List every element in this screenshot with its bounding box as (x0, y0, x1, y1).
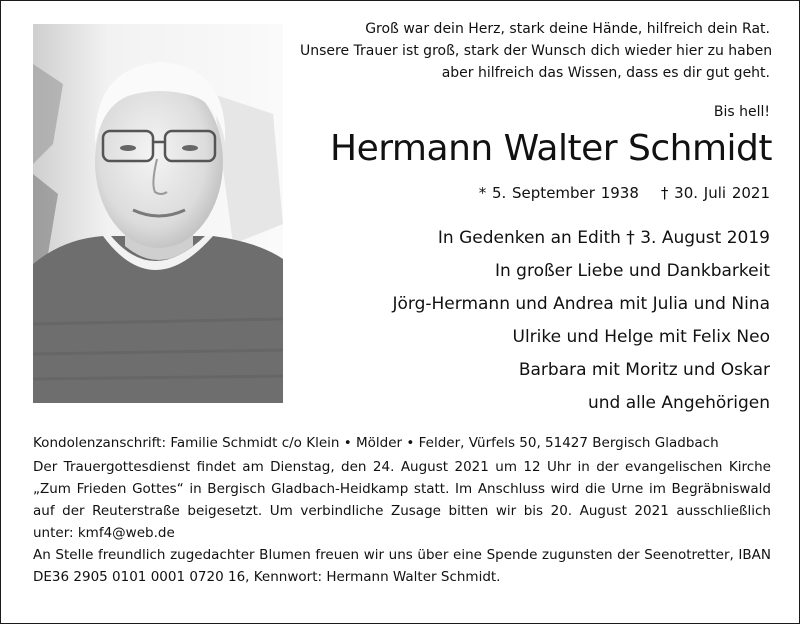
donation-text: An Stelle freundlich zugedachter Blumen freuen wir uns über eine Spende zugunsten der Seenotretter, IBAN DE36 2905 0101 0001 0720 16, Kennwort: Hermann Walter Schmidt. (33, 547, 771, 585)
service-text: Der Trauergottesdienst findet am Dienstag, den 24. August 2021 um 12 Uhr in der evangelischen Kirche „Zum Frieden Gottes“ in Bergisch Gladbach-Heidkamp statt. Im Anschluss wird die Urne im Begräbniswald auf der Reuterstraße beigesetzt. Um verbindliche Zusage bitten wir bis 20. August 2021 ausschließlich unter: kmf4@web.de (33, 459, 771, 541)
mourner-line: In großer Liebe und Dankbarkeit (494, 261, 770, 281)
notice-details (33, 432, 771, 588)
mourner-line: In Gedenken an Edith † 3. August 2019 (437, 228, 770, 248)
death-date: † 30. Juli 2021 (660, 184, 770, 202)
deceased-name: Hermann Walter Schmidt (330, 128, 772, 169)
birth-date: * 5. September 1938 (478, 184, 639, 202)
mourner-line: Ulrike und Helge mit Felix Neo (512, 327, 770, 347)
poem-line: Groß war dein Herz, stark deine Hände, hilfreich dein Rat. (365, 21, 770, 37)
mourner-line: und alle Angehörigen (587, 393, 770, 413)
life-dates (479, 184, 770, 202)
poem-line: Unsere Trauer ist groß, stark der Wunsch dich wieder hier zu haben (300, 43, 773, 59)
poem-line: aber hilfreich das Wissen, dass es dir gut geht. (441, 65, 770, 81)
poem (300, 18, 773, 84)
mourners-list (392, 222, 770, 420)
condolence-address: Kondolenzanschrift: Familie Schmidt c/o Klein • Mölder • Felder, Vürfels 50, 51427 Bergisch Gladbach (33, 435, 719, 451)
farewell: Bis hell! (713, 104, 770, 120)
mourner-line: Jörg-Hermann und Andrea mit Julia und Nina (392, 294, 770, 314)
portrait-photo (33, 24, 283, 403)
mourner-line: Barbara mit Moritz und Oskar (518, 360, 770, 380)
